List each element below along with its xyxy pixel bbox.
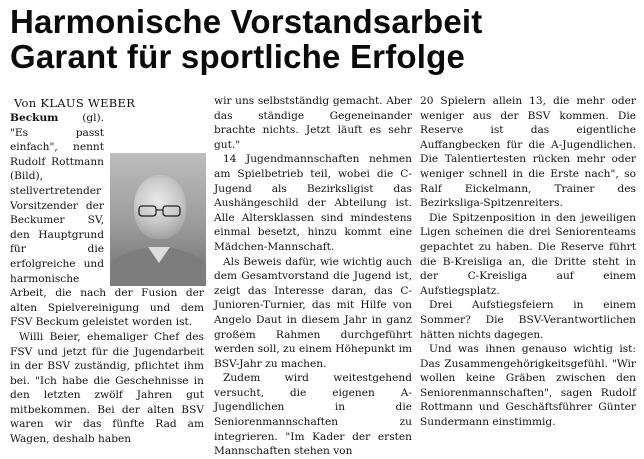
paragraph: Drei Aufstiegsfeiern in einem Sommer? Die BSV-Verantwortlichen hätten nichts dagegen.	[420, 299, 636, 341]
headline-line-1: Harmonische Vorstandsarbeit	[10, 3, 483, 40]
paragraph: 20 Spielern allein 13, die mehr oder weniger aus der BSV kommen. Die Reserve ist das eigentliche Auffangbecken für die A-Jugendlichen. Die Talentiertesten rücken mehr oder weniger schnell in die Erste nach", so Ralf Eickelmann, Trainer des Bezirksliga-Spitzenreiters.	[420, 95, 636, 210]
lead-paragraph: Beckum (gl). "Es passt einfach", nennt Rudolf Rottmann (Bild), stellvertretender Vorsitzender der Beckumer SV, den Hauptgrund für die erfolgreiche und harmonische Arbeit, die nach der Fusion der alten Spielvereinigung und dem FSV Beckum geleistet worden ist.	[10, 112, 204, 329]
headline-line-2: Garant für sportliche Erfolge	[10, 38, 466, 75]
portrait-photo	[110, 153, 206, 286]
glasses-icon	[137, 205, 183, 217]
article-column-2	[214, 94, 412, 459]
paragraph: Die Spitzenposition in den jeweiligen Ligen scheinen die drei Seniorenteams gepachtet zu haben. Die Reserve führt die B-Kreisliga an, die Dritte steht in der C-Kreisliga auf einem Aufstiegsplatz.	[420, 211, 636, 297]
paragraph: 14 Jugendmannschaften nehmen am Spielbetrieb teil, wobei die C-Jugend als Bezirksligist das Aushängeschild der Abteilung ist. Alle Altersklassen sind mindestens einmal besetzt, hinzu kommt eine Mädchen-Mannschaft.	[214, 153, 412, 253]
paragraph: Willi Beier, ehemaliger Chef des FSV und jetzt für die Jugendarbeit in der BSV zuständig, pflichtet ihm bei. "Ich habe die Geschehnisse in den letzten zwölf Jahren gut mitbekommen. Bei der alten BSV waren wir das fünfte Rad am Wagen, deshalb haben	[10, 330, 204, 446]
paragraph: Und was ihnen genauso wichtig ist: Das Zusammengehörigkeitsgefühl. "Wir wollen keine Gräben zwischen den Seniorenmannschaften", sagen Rudolf Rottmann und Geschäftsführer Günter Sundermann einstimmig.	[420, 343, 636, 429]
headline	[10, 4, 638, 74]
byline: Von KLAUS WEBER	[14, 96, 136, 110]
article-column-3	[420, 94, 636, 430]
paragraph: Zudem wird weitestgehend versucht, die eigenen A-Jugendlichen in die Seniorenmannschaften zu integrieren. "Im Kader der ersten Mannschaften stehen von	[214, 372, 412, 458]
dateline-location: Beckum	[10, 112, 59, 124]
paragraph: wir uns selbstständig gemacht. Aber das ständige Gegeneinander brachte nichts. Jetzt läuft es sehr gut."	[214, 95, 412, 151]
paragraph: Als Beweis dafür, wie wichtig auch dem Gesamtvorstand die Jugend ist, zeigt das Interesse daran, das C-Junioren-Turnier, das mit Hilfe von Angelo Daut in diesem Jahr in ganz großem Rahmen durchgeführt werden soll, zu einem Höhepunkt im BSV-Jahr zu machen.	[214, 255, 412, 370]
